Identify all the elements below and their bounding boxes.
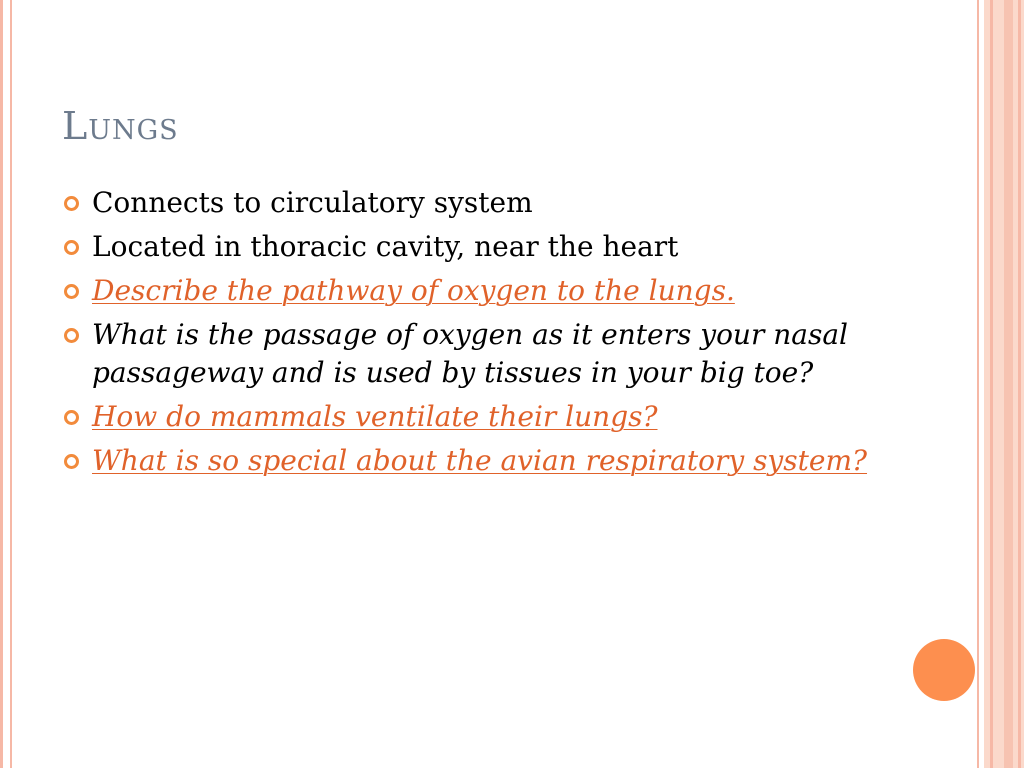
slide-title: Lungs bbox=[62, 104, 179, 148]
bullet-item bbox=[62, 398, 882, 436]
bullet-ring-icon bbox=[64, 328, 79, 343]
left-border-line bbox=[0, 0, 3, 768]
right-border-line bbox=[977, 0, 979, 768]
bullet-item bbox=[62, 272, 882, 310]
bullet-item bbox=[62, 228, 882, 266]
bullet-question-text: What is the passage of oxygen as it enters your nasal passageway and is used by tissues in your big toe? bbox=[92, 318, 848, 389]
bullet-ring-icon bbox=[64, 284, 79, 299]
right-border-line bbox=[1004, 0, 1013, 768]
bullet-ring-icon bbox=[64, 454, 79, 469]
right-border-line bbox=[1018, 0, 1021, 768]
pathway-of-oxygen-link[interactable]: Describe the pathway of oxygen to the lungs. bbox=[92, 274, 735, 307]
avian-respiratory-link[interactable]: What is so special about the avian respiratory system? bbox=[92, 444, 868, 477]
mammal-ventilation-link[interactable]: How do mammals ventilate their lungs? bbox=[92, 400, 658, 433]
bullet-list bbox=[62, 184, 882, 486]
bullet-ring-icon bbox=[64, 196, 79, 211]
bullet-ring-icon bbox=[64, 240, 79, 255]
bullet-item bbox=[62, 442, 882, 480]
right-border-line bbox=[990, 0, 993, 768]
bullet-ring-icon bbox=[64, 410, 79, 425]
bullet-item bbox=[62, 316, 882, 392]
accent-circle bbox=[913, 639, 975, 701]
bullet-item bbox=[62, 184, 882, 222]
bullet-text: Located in thoracic cavity, near the heart bbox=[92, 230, 679, 263]
bullet-text: Connects to circulatory system bbox=[92, 186, 533, 219]
left-border-line bbox=[10, 0, 12, 768]
